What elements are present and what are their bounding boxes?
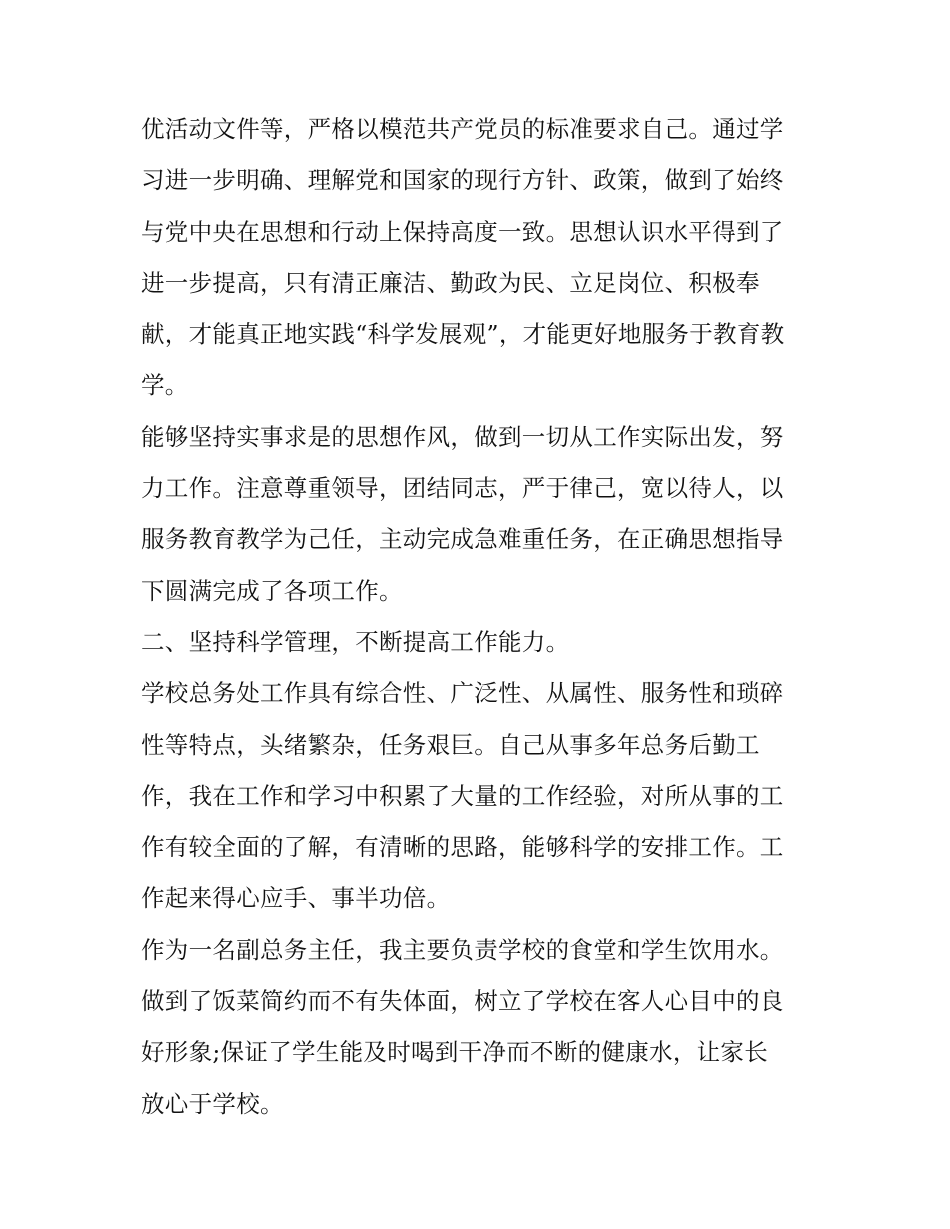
section-heading: 二、坚持科学管理，不断提高工作能力。 xyxy=(141,627,570,656)
text-line: 好形象;保证了学生能及时喝到干净而不断的健康水，让家长 xyxy=(141,1038,769,1067)
text-line: 能够坚持实事求是的思想作风，做到一切从工作实际出发，努 xyxy=(141,422,784,451)
text-line: 作有较全面的了解，有清晰的思路，能够科学的安排工作。工 xyxy=(141,833,784,862)
text-line: 放心于学校。 xyxy=(141,1089,284,1118)
text-line: 学。 xyxy=(141,371,189,400)
text-line: 力工作。注意尊重领导，团结同志，严于律己，宽以待人，以 xyxy=(141,474,784,503)
text-line: 习进一步明确、理解党和国家的现行方针、政策，做到了始终 xyxy=(141,166,784,195)
text-line: 进一步提高，只有清正廉洁、勤政为民、立足岗位、积极奉 xyxy=(141,268,760,297)
text-line: 优活动文件等，严格以模范共产党员的标准要求自己。通过学 xyxy=(141,115,784,143)
document-body xyxy=(141,104,821,1130)
text-line: 与党中央在思想和行动上保持高度一致。思想认识水平得到了 xyxy=(141,217,784,246)
text-line: 作为一名副总务主任，我主要负责学校的食堂和学生饮用水。 xyxy=(141,935,784,964)
text-line: 学校总务处工作具有综合性、广泛性、从属性、服务性和琐碎 xyxy=(141,679,784,708)
text-line: 下圆满完成了各项工作。 xyxy=(141,576,403,605)
text-line: 作起来得心应手、事半功倍。 xyxy=(141,884,451,913)
text-line: 献，才能真正地实践“科学发展观”，才能更好地服务于教育教 xyxy=(141,320,785,349)
text-line: 服务教育教学为己任，主动完成急难重任务，在正确思想指导 xyxy=(141,525,784,554)
text-line: 性等特点，头绪繁杂，任务艰巨。自己从事多年总务后勤工 xyxy=(141,730,760,759)
text-line: 做到了饭菜简约而不有失体面，树立了学校在客人心目中的良 xyxy=(141,987,784,1016)
text-line: 作，我在工作和学习中积累了大量的工作经验，对所从事的工 xyxy=(141,781,784,810)
